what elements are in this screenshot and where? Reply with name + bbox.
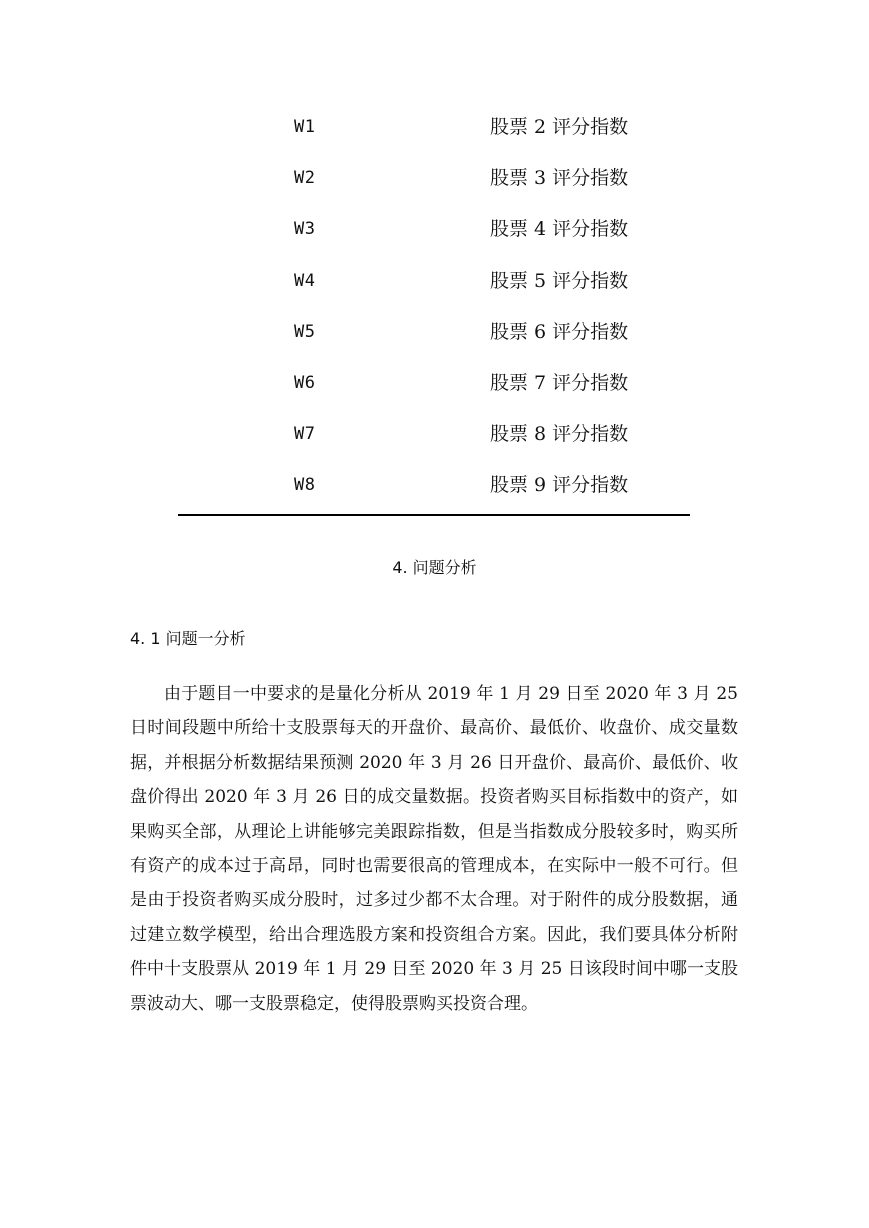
description-cell: 股票 6 评分指数 bbox=[490, 320, 629, 343]
description-cell: 股票 9 评分指数 bbox=[490, 474, 629, 497]
table-row bbox=[178, 153, 690, 204]
description-cell: 股票 5 评分指数 bbox=[490, 269, 629, 292]
table-row bbox=[178, 307, 690, 358]
symbol-cell: W3 bbox=[294, 219, 316, 240]
description-cell: 股票 3 评分指数 bbox=[490, 167, 629, 190]
symbol-cell: W8 bbox=[294, 475, 316, 496]
symbol-cell: W1 bbox=[294, 117, 316, 137]
description-cell: 股票 4 评分指数 bbox=[490, 218, 629, 241]
symbol-cell: W6 bbox=[294, 372, 316, 393]
subsection-heading: 4. 1 问题一分析 bbox=[130, 629, 246, 648]
table-row bbox=[178, 460, 690, 511]
table-row bbox=[178, 358, 690, 409]
table-bottom-rule bbox=[178, 514, 690, 516]
section-heading: 4. 问题分析 bbox=[392, 558, 477, 577]
table-row bbox=[178, 204, 690, 255]
description-cell: 股票 7 评分指数 bbox=[490, 371, 629, 394]
symbol-cell: W5 bbox=[294, 321, 316, 342]
symbol-cell: W4 bbox=[294, 270, 316, 291]
table-row bbox=[178, 256, 690, 307]
table-row bbox=[178, 102, 690, 153]
description-cell: 股票 2 评分指数 bbox=[490, 116, 629, 138]
table-row bbox=[178, 409, 690, 460]
symbol-table bbox=[178, 102, 690, 512]
description-cell: 股票 8 评分指数 bbox=[490, 423, 629, 446]
symbol-cell: W2 bbox=[294, 168, 316, 189]
body-paragraph: 由于题目一中要求的是量化分析从 2019 年 1 月 29 日至 2020 年 3 月 25 日时间段题中所给十支股票每天的开盘价、最高价、最低价、收盘价、成交量数据，并根据分析数据结果预测 2020 年 3 月 26 日开盘价、最高价、最低价、收盘价得出 2020 年 3 月 26 日的成交量数据。投资者购买目标指数中的资产，如果购买全部，从理论上讲能够完美跟踪指数，但是当指数成分股较多时，购买所有资产的成本过于高昂，同时也需要很高的管理成本，在实际中一般不可行。但是由于投资者购买成分股时，过多过少都不太合理。对于附件的成分股数据，通过建立数学模型，给出合理选股方案和投资组合方案。因此，我们要具体分析附件中十支股票从 2019 年 1 月 29 日至 2020 年 3 月 25 日该段时间中哪一支股票波动大、哪一支股票稳定，使得股票购买投资合理。 bbox=[130, 684, 738, 1014]
symbol-cell: W7 bbox=[294, 424, 316, 445]
